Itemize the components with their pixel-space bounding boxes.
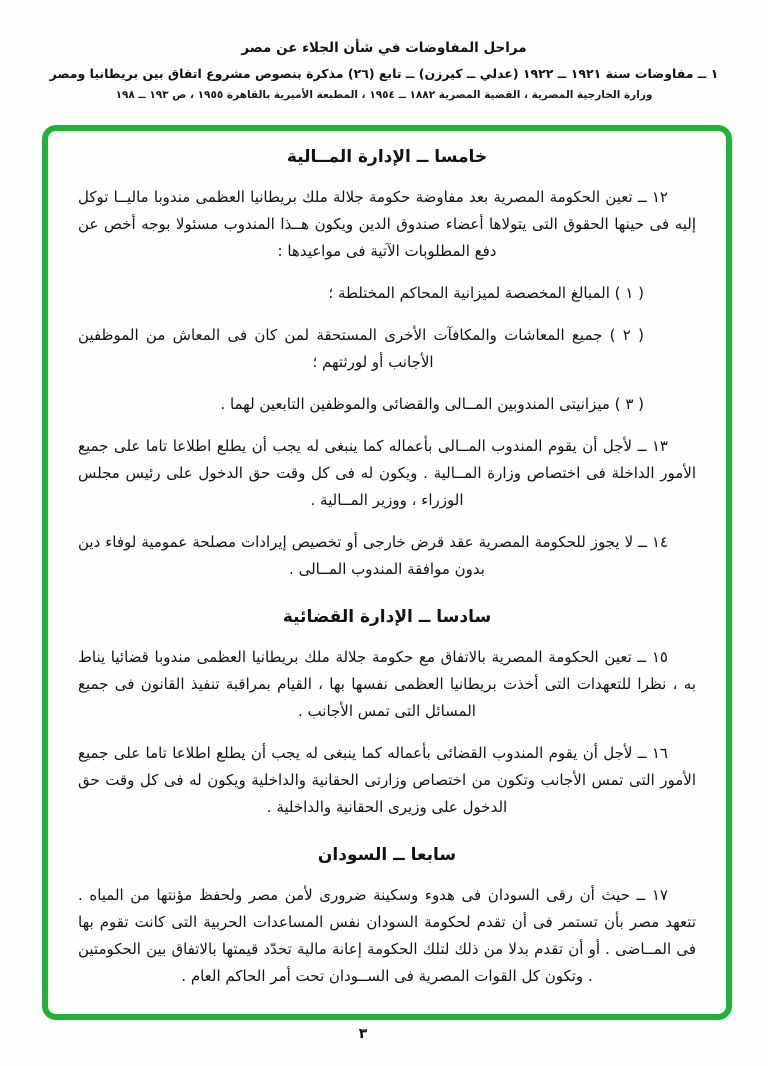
section-heading-sudan: سابعا ــ السودان xyxy=(317,845,457,865)
paragraph-article-15: ١٥ ــ تعين الحكومة المصرية بالاتفاق مع حكومة جلالة ملك بريطانيا العظمى مندوبا قضائيا يناط به ، نظرا للتعهدات التى أخذت بريطانيا العظمى نفسها بها ، القيام بمراقبة تنفيذ القانون فى جميع المسائل التى تمس الأجانب . xyxy=(78,648,696,720)
paragraph-article-17: ١٧ ــ حيث أن رقى السودان فى هدوء وسكينة ضرورى لأمن مصر ولحفظ مؤنتها من المياه . تتعهد مصر بأن تستمر فى أن تقدم لحكومة السودان نفس المساعدات الحربية التى كانت تقوم بها فى المــاضى . أو أن تقدم بدلا من ذلك لتلك الحكومة إعانة مالية تحدّد قيمتها بالاتفاق بين الحكومتين . وتكون كل القوات المصرية فى الســودان تحت أمر الحاكم العام . xyxy=(78,886,696,985)
document-title: مراحل المفاوضات في شأن الجلاء عن مصر xyxy=(241,40,527,56)
paragraph-article-13: ١٣ ــ لأجل أن يقوم المندوب المــالى بأعماله كما ينبغى له يجب أن يطلع اطلاعا تاما على جميع الأمور الداخلة فى اختصاص وزارة المــالية . ويكون له فى كل وقت حق الدخول على رئيس مجلس الوزراء ، ووزير المــالية . xyxy=(78,437,696,509)
section-heading-judicial-administration: سادسا ــ الإدارة القضائية xyxy=(282,607,492,627)
list-item-2: ( ٢ ) جميع المعاشات والمكافآت الأخرى المستحقة لمن كان فى المعاش من الموظفين الأجانب أو لورثتهم ؛ xyxy=(78,326,644,371)
paragraph-article-16: ١٦ ــ لأجل أن يقوم المندوب القضائى بأعماله كما ينبغى له يجب أن يطلع اطلاعا تاما على جميع الأمور التى تمس الأجانب وتكون من اختصاص وزارتى الحقانية والداخلية ويكون له فى كل وقت حق الدخول على وزيرى الحقانية والداخلية . xyxy=(78,744,696,816)
green-highlight-frame xyxy=(42,125,732,1020)
page-number: ٣ xyxy=(358,1026,368,1042)
list-item-3: ( ٣ ) ميزانيتى المندوبين المــالى والقضائى والموظفين التابعين لهما . xyxy=(220,395,644,413)
document-source-citation: وزارة الخارجية المصرية ، القضية المصرية ١٨٨٢ ــ ١٩٥٤ ، المطبعة الأميرية بالقاهرة ١٩٥٥ ، ص ١٩٣ ــ ١٩٨ xyxy=(115,89,653,101)
list-item-1: ( ١ ) المبالغ المخصصة لميزانية المحاكم المختلطة ؛ xyxy=(328,284,644,302)
document-header xyxy=(0,40,768,101)
section-heading-financial-administration: خامسا ــ الإدارة المــالية xyxy=(286,147,488,167)
paragraph-article-14: ١٤ ــ لا يجوز للحكومة المصرية عقد قرض خارجى أو تخصيص إيرادات مصلحة عمومية لوفاء دين بدون موافقة المندوب المــالى . xyxy=(78,533,668,578)
document-subtitle: ١ ــ مفاوضات سنة ١٩٢١ ــ ١٩٢٢ (عدلي ــ كيرزن) ــ تابع (٢٦) مذكرة بنصوص مشروع اتفاق بين بريطانيا ومصر xyxy=(49,66,719,81)
paragraph-article-12: ١٢ ــ تعين الحكومة المصرية بعد مفاوضة حكومة جلالة ملك بريطانيا العظمى مندوبا ماليــا توكل إليه فى حينها الحقوق التى يتولاها أعضاء صندوق الدين ويكون هــذا المندوب مسئولا بوجه أخص عن دفع المطلوبات الآتية فى مواعيدها : xyxy=(78,188,696,260)
